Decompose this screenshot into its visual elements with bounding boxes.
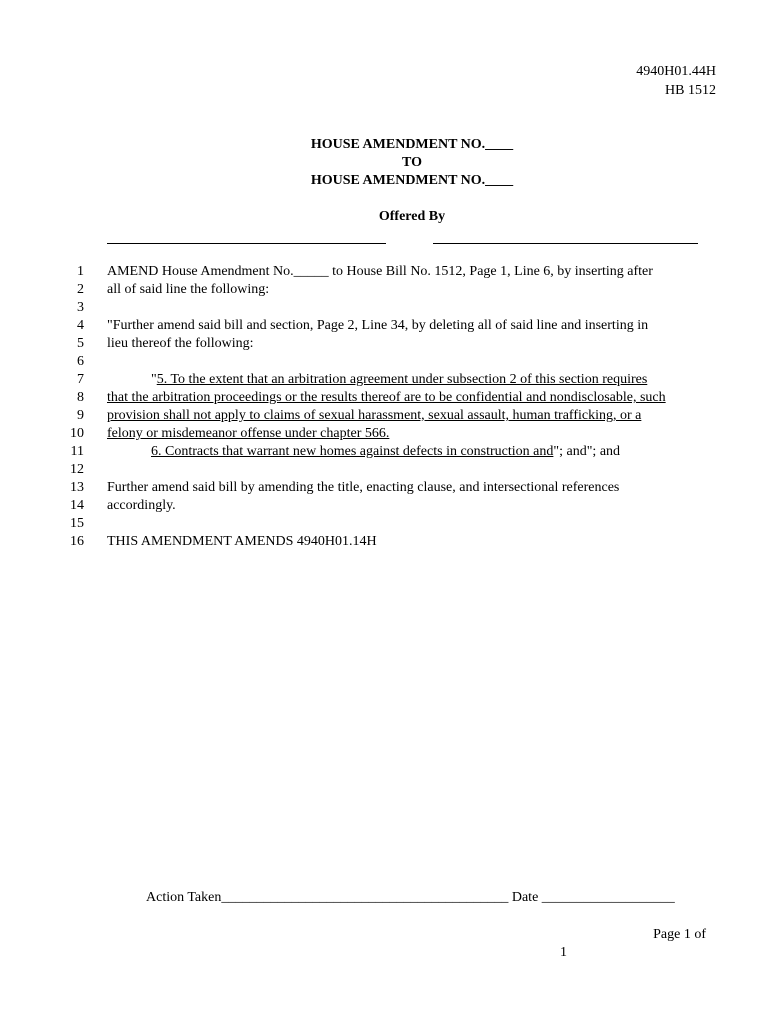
line-number: 14 [70,498,84,513]
line-number: 7 [77,372,84,387]
line-text: THIS AMENDMENT AMENDS 4940H01.14H [107,534,377,549]
line-text [151,372,647,388]
line-number: 16 [70,534,84,549]
line-number: 1 [77,264,84,279]
line-text [151,444,620,460]
inserted-text: provision shall not apply to claims of sexual harassment, sexual assault, human trafficking, or a [107,408,642,423]
page-total: 1 [560,945,567,960]
line-number: 9 [77,408,84,423]
line-number: 11 [70,444,84,459]
line-number: 10 [70,426,84,441]
line-number: 13 [70,480,84,495]
signature-line-left [107,243,386,244]
title-line-2: TO [402,155,422,170]
line-number: 6 [77,354,84,369]
title-line-1: HOUSE AMENDMENT NO.____ [310,137,514,152]
inserted-text: 6. Contracts that warrant new homes against defects in construction and [151,444,554,459]
line-text: AMEND House Amendment No._____ to House Bill No. 1512, Page 1, Line 6, by inserting after [107,264,653,279]
document-number: 4940H01.44H [636,64,716,79]
line-number: 8 [77,390,84,405]
signature-line-right [433,243,698,244]
line-text: "Further amend said bill and section, Page 2, Line 34, by deleting all of said line and inserting in [107,318,649,333]
line-number: 3 [77,300,84,315]
bill-number: HB 1512 [665,83,716,98]
line-text: lieu thereof the following: [107,336,254,351]
title-line-3: HOUSE AMENDMENT NO.____ [310,173,514,188]
closing-text: "; and"; and [553,444,621,459]
line-number: 4 [77,318,84,333]
offered-by-label: Offered By [378,209,446,224]
inserted-text: felony or misdemeanor offense under chapter 566. [107,426,390,441]
inserted-text: that the arbitration proceedings or the results thereof are to be confidential and nondisclosable, such [107,390,666,405]
inserted-text: 5. To the extent that an arbitration agreement under subsection 2 of this section requires [156,372,648,387]
line-number: 15 [70,516,84,531]
line-number: 5 [77,336,84,351]
action-taken-line: Action Taken_________________________________________ Date ___________________ [146,890,675,905]
line-number: 2 [77,282,84,297]
open-quote: " [151,372,157,387]
line-number: 12 [70,462,84,477]
page-number: Page 1 of [653,927,706,942]
line-text: Further amend said bill by amending the title, enacting clause, and intersectional references [107,480,620,495]
line-text: accordingly. [107,498,176,513]
line-text: all of said line the following: [107,282,270,297]
